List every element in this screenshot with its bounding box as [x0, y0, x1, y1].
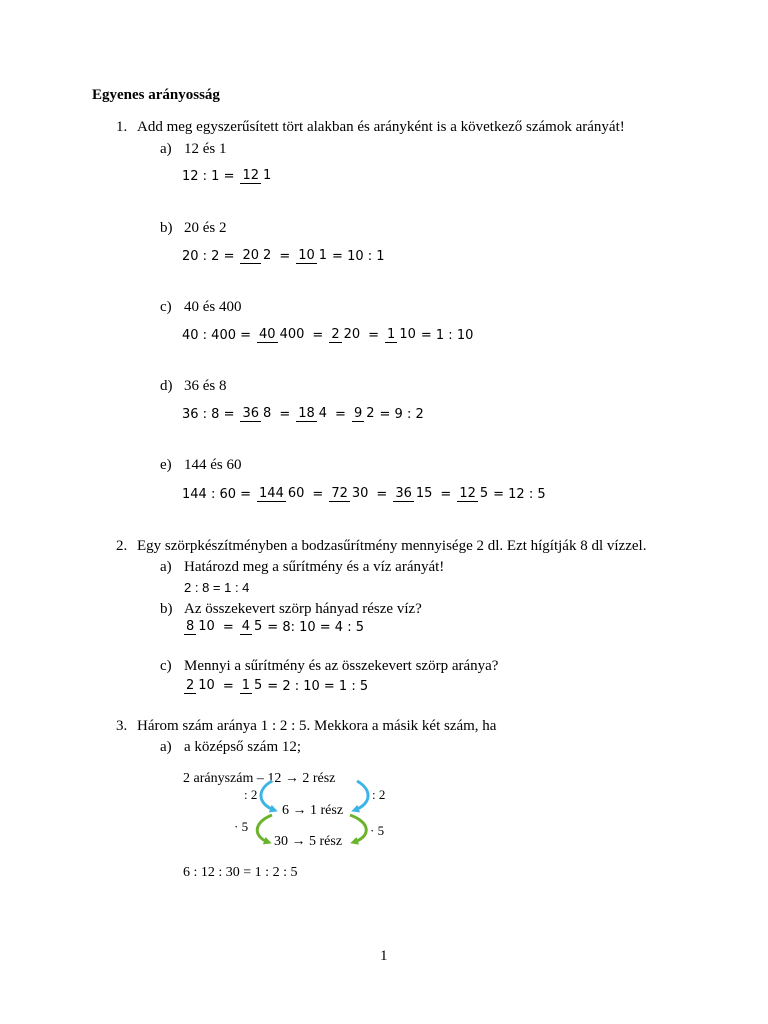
- equation-lhs: 144 : 60 =: [182, 486, 252, 502]
- fraction-numerator: 2: [331, 327, 340, 342]
- blue-arrow-right: [355, 781, 368, 810]
- fraction-numerator: 36: [242, 406, 260, 421]
- q2a-label: a): [160, 559, 172, 575]
- q3a-label: a): [160, 739, 172, 755]
- fraction-numerator: 9: [353, 406, 363, 421]
- fraction-denominator: 1: [318, 248, 328, 263]
- q2b-text: Az összekevert szörp hányad része víz?: [184, 601, 422, 617]
- equation-tail: = 10 : 1: [332, 248, 385, 264]
- q2b-label: b): [160, 601, 173, 617]
- green-arrow-right: [350, 815, 366, 842]
- q2a-text: Határozd meg a sűrítmény és a víz arányát!: [184, 559, 445, 575]
- diagram-left-divide: : 2: [244, 787, 258, 802]
- fraction-denominator: 10: [198, 678, 215, 693]
- blue-arrow-left: [261, 781, 274, 810]
- q2-number: 2.: [116, 538, 128, 554]
- q1-item-label: d): [160, 378, 173, 394]
- equation-tail: = 9 : 2: [379, 406, 424, 422]
- fraction-numerator: 10: [298, 248, 315, 263]
- equation-lhs: 20 : 2 =: [182, 248, 235, 264]
- q1-item-label: b): [160, 220, 173, 236]
- diagram-left-multiply: · 5: [234, 819, 249, 834]
- fraction-denominator: 60: [287, 486, 305, 501]
- fraction-numerator: 4: [241, 619, 251, 634]
- equation-lhs: 40 : 400 =: [182, 327, 252, 343]
- fraction-denominator: 2: [366, 406, 375, 421]
- fraction-denominator: 20: [343, 327, 361, 342]
- q1-item-text: 40 és 400: [184, 299, 242, 315]
- equals-sign: =: [368, 327, 380, 343]
- equals-sign: =: [335, 406, 346, 422]
- fraction-denominator: 8: [263, 406, 272, 421]
- fraction-numerator: 1: [241, 678, 251, 693]
- green-arrow-left: [257, 815, 272, 842]
- equation-lhs: 36 : 8 =: [182, 406, 235, 422]
- fraction-numerator: 2: [186, 678, 195, 693]
- diagram-line-3: 30 → 5 rész: [274, 834, 343, 849]
- q1-item-text: 12 és 1: [184, 141, 227, 157]
- equals-sign: =: [312, 486, 324, 502]
- q2-text: Egy szörpkészítményben a bodzasűrítmény mennyisége 2 dl. Ezt hígítják 8 dl vízzel.: [137, 538, 647, 554]
- fraction-numerator: 72: [331, 486, 348, 501]
- q2a-answer: 2 : 8 = 1 : 4: [184, 580, 250, 595]
- equation-tail: = 12 : 5: [493, 486, 546, 502]
- diagram-line-2: 6 → 1 rész: [282, 803, 344, 818]
- fraction-denominator: 10: [198, 619, 215, 634]
- diagram-line-1: 2 arányszám – 12 → 2 rész: [183, 771, 336, 786]
- fraction-denominator: 400: [279, 327, 305, 342]
- q2c-label: c): [160, 658, 172, 674]
- page-number: 1: [380, 948, 388, 964]
- q1-number: 1.: [116, 119, 128, 135]
- fraction-numerator: 40: [259, 327, 276, 342]
- q1-item-text: 144 és 60: [184, 457, 242, 473]
- equals-sign: =: [222, 619, 234, 635]
- equation-tail: = 8: 10 = 4 : 5: [267, 619, 364, 635]
- q3a-text: a középső szám 12;: [184, 739, 302, 755]
- fraction-denominator: 5: [254, 678, 263, 693]
- q2c-text: Mennyi a sűrítmény és az összekevert szörp aránya?: [184, 658, 499, 674]
- q1-text: Add meg egyszerűsített tört alakban és arányként is a következő számok arányát!: [137, 119, 625, 135]
- fraction-numerator: 144: [259, 486, 284, 501]
- equation-lhs: 12 : 1 =: [182, 168, 235, 184]
- q1-item-text: 20 és 2: [184, 220, 227, 236]
- page-title: Egyenes arányosság: [92, 87, 220, 103]
- q1-item-label: a): [160, 141, 172, 157]
- equals-sign: =: [376, 486, 388, 502]
- fraction-denominator: 5: [254, 619, 263, 634]
- q3-result: 6 : 12 : 30 = 1 : 2 : 5: [183, 865, 298, 880]
- fraction-denominator: 10: [399, 327, 416, 342]
- diagram-right-divide: : 2: [372, 787, 386, 802]
- fraction-numerator: 12: [459, 486, 476, 501]
- equation-tail: = 1 : 10: [420, 327, 474, 343]
- fraction-numerator: 20: [242, 248, 260, 263]
- equals-sign: =: [279, 406, 291, 422]
- q1-item-text: 36 és 8: [184, 378, 227, 394]
- fraction-numerator: 36: [395, 486, 412, 501]
- diagram-right-multiply: · 5: [370, 823, 385, 838]
- fraction-denominator: 15: [415, 486, 433, 501]
- fraction-denominator: 4: [318, 406, 328, 421]
- fraction-numerator: 8: [186, 619, 195, 634]
- q3-number: 3.: [116, 718, 128, 734]
- equals-sign: =: [440, 486, 452, 502]
- fraction-denominator: 1: [263, 168, 272, 183]
- fraction-numerator: 12: [242, 168, 260, 183]
- equals-sign: =: [312, 327, 324, 343]
- fraction-denominator: 30: [351, 486, 369, 501]
- fraction-denominator: 5: [479, 486, 489, 501]
- q3-text: Három szám aránya 1 : 2 : 5. Mekkora a másik két szám, ha: [137, 718, 497, 734]
- fraction-numerator: 1: [387, 327, 396, 342]
- equation-tail: = 2 : 10 = 1 : 5: [267, 678, 369, 694]
- fraction-denominator: 2: [263, 248, 272, 263]
- equals-sign: =: [279, 248, 291, 264]
- q1-item-label: c): [160, 299, 172, 315]
- equals-sign: =: [222, 678, 234, 694]
- fraction-numerator: 18: [298, 406, 315, 421]
- q1-item-label: e): [160, 457, 172, 473]
